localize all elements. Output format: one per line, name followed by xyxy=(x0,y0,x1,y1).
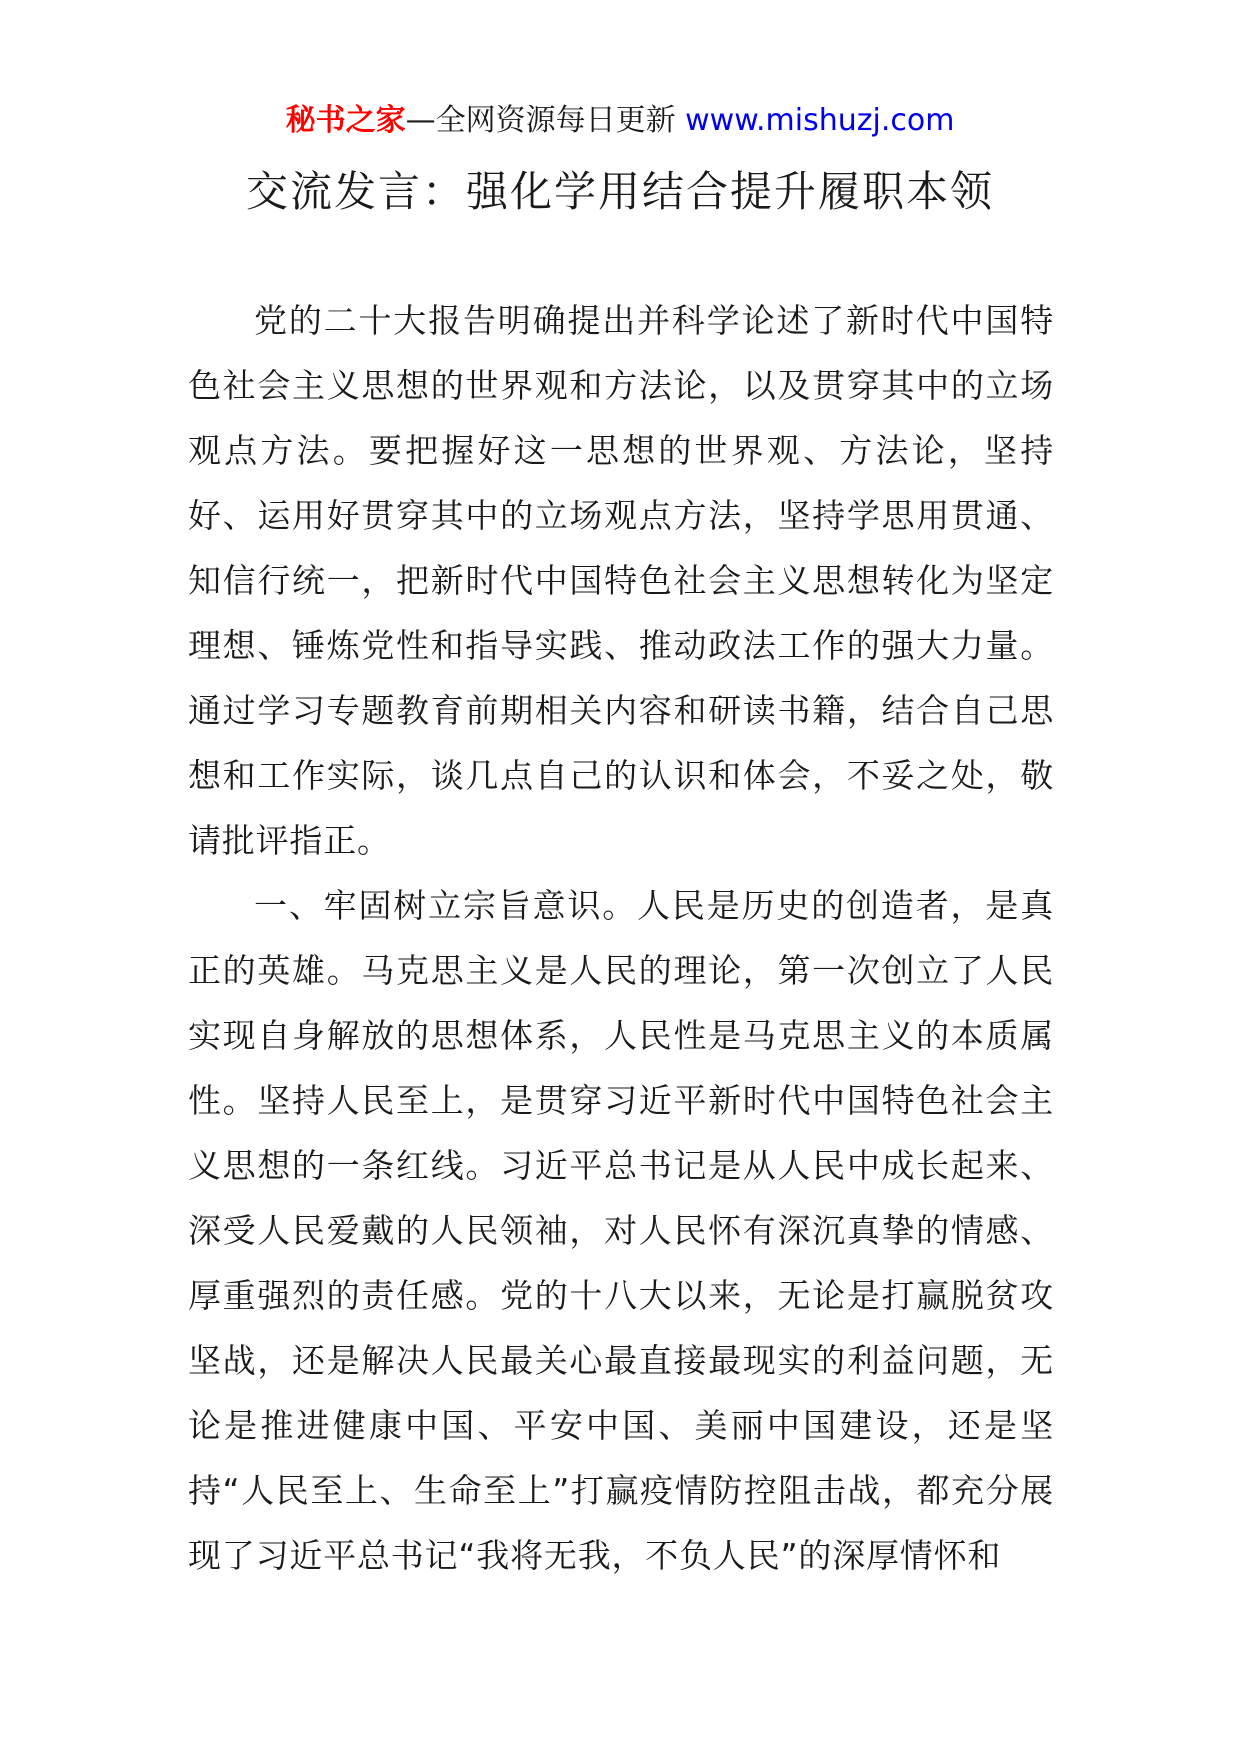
site-url-link[interactable]: www.mishuzj.com xyxy=(685,103,955,138)
document-body xyxy=(188,288,1054,1588)
brand-name: 秘书之家 xyxy=(285,103,406,138)
document-title: 交流发言：强化学用结合提升履职本领 xyxy=(245,167,994,216)
site-header xyxy=(0,100,1240,142)
paragraph-intro: 党的二十大报告明确提出并科学论述了新时代中国特色社会主义思想的世界观和方法论，以及贯穿其中的立场观点方法。要把握好这一思想的世界观、方法论，坚持好、运用好贯穿其中的立场观点方法，坚持学思用贯通、知信行统一，把新时代中国特色社会主义思想转化为坚定理想、锤炼党性和指导实践、推动政法工作的强大力量。通过学习专题教育前期相关内容和研读书籍，结合自己思想和工作实际，谈几点自己的认识和体会，不妥之处，敬请批评指正。 xyxy=(188,301,1054,860)
header-slogan: —全网资源每日更新 xyxy=(405,103,686,138)
paragraph-section-1: 一、牢固树立宗旨意识。人民是历史的创造者，是真正的英雄。马克思主义是人民的理论，第一次创立了人民实现自身解放的思想体系，人民性是马克思主义的本质属性。坚持人民至上，是贯穿习近平新时代中国特色社会主义思想的一条红线。习近平总书记是从人民中成长起来、深受人民爱戴的人民领袖，对人民怀有深沉真挚的情感、厚重强烈的责任感。党的十八大以来，无论是打赢脱贫攻坚战，还是解决人民最关心最直接最现实的利益问题，无论是推进健康中国、平安中国、美丽中国建设，还是坚持“人民至上、生命至上”打赢疫情防控阻击战，都充分展现了习近平总书记“我将无我，不负人民”的深厚情怀和 xyxy=(188,886,1054,1575)
